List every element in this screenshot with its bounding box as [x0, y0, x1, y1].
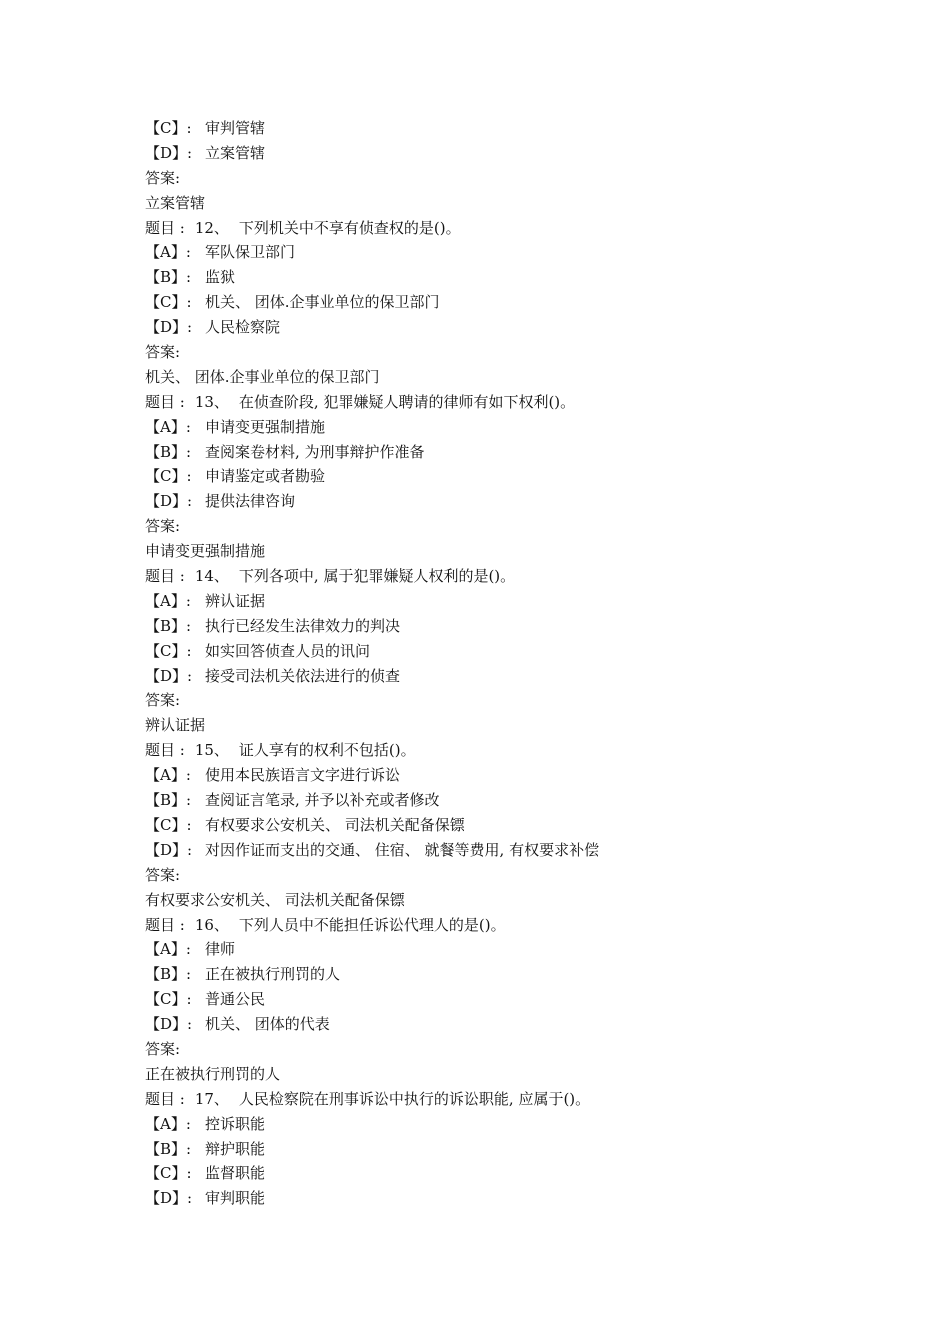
option-line — [145, 937, 925, 962]
option-line — [145, 639, 925, 664]
option-key: 【D】: — [145, 666, 193, 685]
option-key: 【D】: — [145, 840, 193, 859]
question-line — [145, 564, 925, 589]
option-key: 【C】: — [145, 641, 192, 660]
option-line — [145, 788, 925, 813]
option-line — [145, 240, 925, 265]
option-line — [145, 1012, 925, 1037]
option-line — [145, 1186, 925, 1211]
question-line — [145, 738, 925, 763]
question-label: 题目 : — [145, 567, 185, 586]
option-text: 审判职能 — [205, 1189, 266, 1208]
option-text: 普通公民 — [205, 990, 266, 1009]
option-key: 【C】: — [145, 119, 192, 137]
option-line — [145, 987, 925, 1012]
option-line — [145, 489, 925, 514]
option-key: 【B】: — [145, 791, 192, 810]
question-label: 题目 : — [145, 1089, 185, 1108]
option-line — [145, 1112, 925, 1137]
option-text: 接受司法机关依法进行的侦查 — [205, 666, 401, 685]
option-text: 机关、 团体的代表 — [205, 1015, 330, 1034]
question-text: 证人享有的权利不包括()。 — [238, 741, 416, 760]
option-line — [145, 265, 925, 290]
option-key: 【C】: — [145, 815, 192, 834]
option-line — [145, 614, 925, 639]
question-label: 题目 : — [145, 915, 185, 934]
option-line — [145, 813, 925, 838]
option-key: 【A】: — [145, 243, 191, 262]
option-text: 提供法律咨询 — [205, 492, 296, 511]
option-key: 【A】: — [145, 940, 191, 959]
option-key: 【C】: — [145, 467, 192, 486]
question-number: 13、 — [194, 392, 229, 411]
option-key: 【C】: — [145, 1164, 192, 1183]
option-line — [145, 141, 925, 166]
answer-text: 正在被执行刑罚的人 — [145, 1064, 281, 1083]
option-key: 【B】: — [145, 616, 192, 635]
option-key: 【B】: — [145, 268, 192, 287]
answer-label: 答案: — [145, 168, 181, 187]
option-text: 监狱 — [205, 268, 236, 287]
option-key: 【A】: — [145, 766, 191, 785]
option-line — [145, 664, 925, 689]
question-number: 16、 — [194, 915, 229, 934]
option-text: 机关、 团体.企事业单位的保卫部门 — [205, 293, 440, 312]
option-key: 【A】: — [145, 417, 191, 436]
question-label: 题目 : — [145, 392, 185, 411]
question-number: 14、 — [194, 567, 229, 586]
option-line — [145, 290, 925, 315]
question-line — [145, 913, 925, 938]
option-text: 申请鉴定或者勘验 — [205, 467, 326, 486]
option-text: 辩护职能 — [205, 1139, 266, 1158]
option-key: 【B】: — [145, 965, 192, 984]
document-body — [145, 116, 925, 1211]
question-text: 在侦查阶段, 犯罪嫌疑人聘请的律师有如下权利()。 — [238, 392, 576, 411]
question-text: 人民检察院在刑事诉讼中执行的诉讼职能, 应属于()。 — [238, 1089, 591, 1108]
question-text: 下列各项中, 属于犯罪嫌疑人权利的是()。 — [238, 567, 516, 586]
question-line — [145, 216, 925, 241]
option-text: 如实回答侦查人员的讯问 — [205, 641, 371, 660]
option-text: 立案管辖 — [205, 143, 266, 162]
option-text: 执行已经发生法律效力的判决 — [205, 616, 401, 635]
option-key: 【A】: — [145, 591, 191, 610]
option-line — [145, 116, 925, 141]
answer-text: 有权要求公安机关、 司法机关配备保镖 — [145, 890, 405, 909]
option-text: 控诉职能 — [205, 1114, 266, 1133]
option-line — [145, 962, 925, 987]
option-text: 律师 — [205, 940, 236, 959]
option-key: 【D】: — [145, 318, 193, 337]
option-line — [145, 440, 925, 465]
answer-text: 立案管辖 — [145, 193, 206, 212]
option-line — [145, 315, 925, 340]
question-number: 17、 — [194, 1089, 229, 1108]
option-text: 辨认证据 — [205, 591, 266, 610]
option-key: 【C】: — [145, 293, 192, 312]
option-line — [145, 415, 925, 440]
option-text: 军队保卫部门 — [205, 243, 296, 262]
question-text: 下列人员中不能担任诉讼代理人的是()。 — [238, 915, 506, 934]
answer-text: 机关、 团体.企事业单位的保卫部门 — [145, 367, 380, 386]
option-key: 【D】: — [145, 143, 193, 162]
question-text: 下列机关中不享有侦查权的是()。 — [238, 218, 461, 237]
option-key: 【D】: — [145, 1015, 193, 1034]
answer-label: 答案: — [145, 1039, 181, 1058]
option-line — [145, 589, 925, 614]
option-text: 人民检察院 — [205, 318, 281, 337]
option-text: 对因作证而支出的交通、 住宿、 就餐等费用, 有权要求补偿 — [205, 840, 600, 859]
option-text: 监督职能 — [205, 1164, 266, 1183]
answer-label: 答案: — [145, 517, 181, 536]
option-key: 【D】: — [145, 492, 193, 511]
option-text: 申请变更强制措施 — [205, 417, 326, 436]
answer-text: 申请变更强制措施 — [145, 542, 266, 561]
option-text: 有权要求公安机关、 司法机关配备保镖 — [205, 815, 465, 834]
option-line — [145, 1137, 925, 1162]
option-key: 【B】: — [145, 442, 192, 461]
question-label: 题目 : — [145, 218, 185, 237]
answer-label: 答案: — [145, 343, 181, 362]
option-line — [145, 838, 925, 863]
question-number: 12、 — [194, 218, 229, 237]
question-line — [145, 390, 925, 415]
option-text: 审判管辖 — [205, 119, 266, 137]
option-key: 【A】: — [145, 1114, 191, 1133]
option-key: 【B】: — [145, 1139, 192, 1158]
answer-text: 辨认证据 — [145, 716, 206, 735]
option-text: 正在被执行刑罚的人 — [205, 965, 341, 984]
option-text: 查阅案卷材料, 为刑事辩护作准备 — [205, 442, 425, 461]
option-line — [145, 1161, 925, 1186]
option-text: 查阅证言笔录, 并予以补充或者修改 — [205, 791, 440, 810]
option-line — [145, 763, 925, 788]
question-number: 15、 — [194, 741, 229, 760]
option-key: 【D】: — [145, 1189, 193, 1208]
option-text: 使用本民族语言文字进行诉讼 — [205, 766, 401, 785]
answer-label: 答案: — [145, 865, 181, 884]
question-line — [145, 1087, 925, 1112]
answer-label: 答案: — [145, 691, 181, 710]
option-line — [145, 464, 925, 489]
option-key: 【C】: — [145, 990, 192, 1009]
question-label: 题目 : — [145, 741, 185, 760]
